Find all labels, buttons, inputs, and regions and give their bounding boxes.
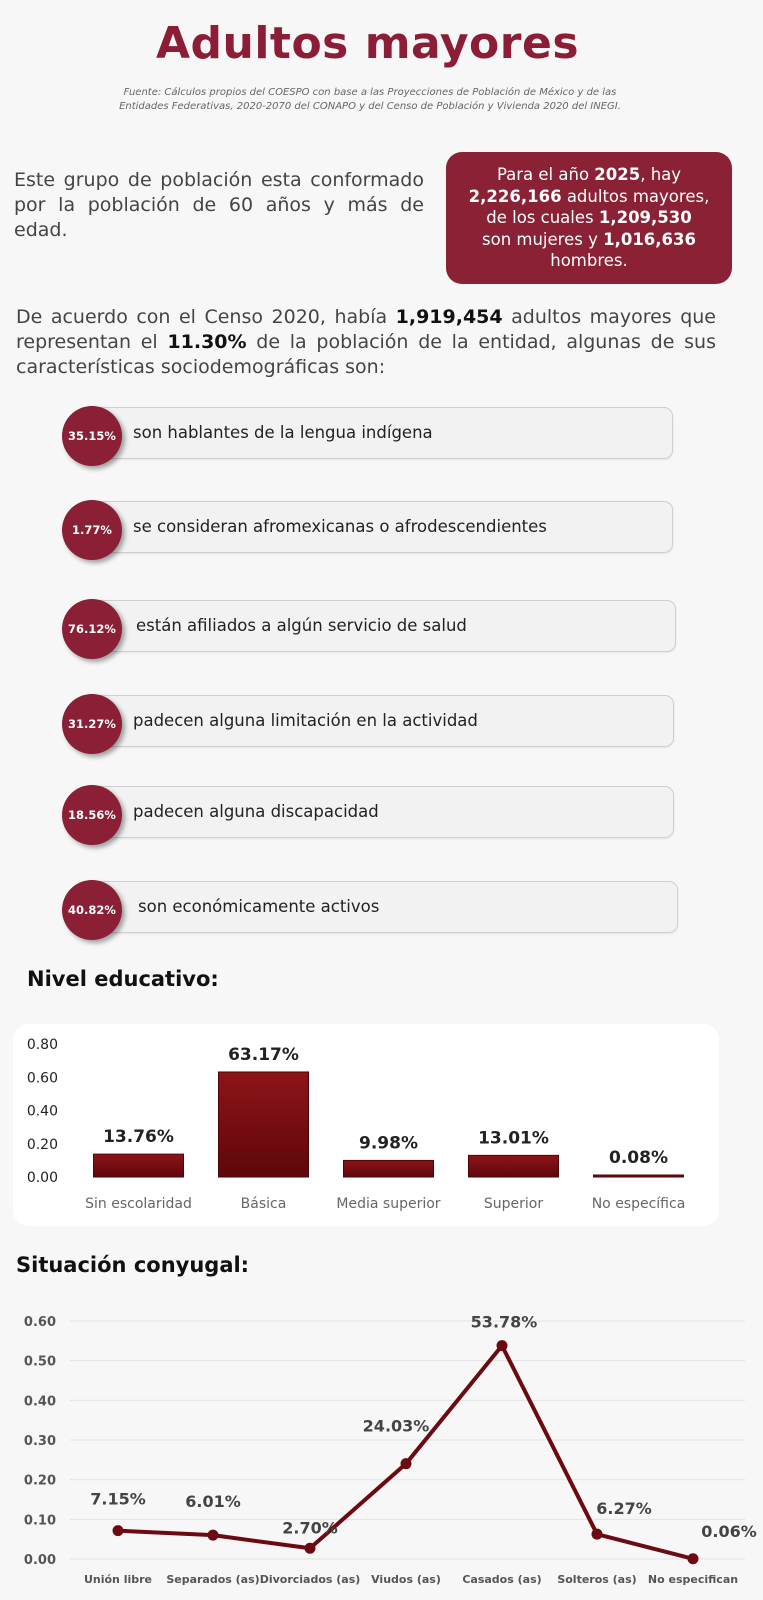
data-point — [592, 1529, 603, 1540]
x-tick-label: Sin escolaridad — [85, 1196, 192, 1212]
bar-data-label: 0.08% — [609, 1148, 668, 1168]
data-point — [688, 1553, 699, 1564]
data-point — [208, 1530, 219, 1541]
point-data-label: 6.27% — [596, 1499, 652, 1519]
callout-text: hombres. — [550, 251, 628, 270]
census-count: 1,919,454 — [395, 306, 503, 328]
stat-badge: 1.77% — [62, 500, 122, 560]
x-tick-label: Básica — [240, 1196, 287, 1212]
callout-text: adultos mayores, — [561, 186, 710, 206]
point-data-label: 6.01% — [185, 1492, 241, 1512]
callout-text: son mujeres y — [482, 229, 604, 249]
y-tick-label: 0.00 — [26, 1170, 58, 1186]
stat-badge: 35.15% — [62, 406, 122, 466]
stat-row-afrodescendant — [72, 501, 673, 553]
y-tick-label: 0.80 — [26, 1037, 58, 1053]
point-data-label: 0.06% — [701, 1521, 757, 1541]
projection-callout — [446, 152, 732, 284]
census-text-part: adultos mayores que representan el — [16, 306, 716, 353]
data-point — [113, 1525, 124, 1536]
data-point — [305, 1543, 316, 1554]
stat-badge: 40.82% — [62, 880, 122, 940]
x-tick-label: Divorciados (as) — [259, 1573, 361, 1586]
point-data-label: 24.03% — [362, 1416, 430, 1436]
point-data-label: 2.70% — [282, 1518, 338, 1538]
stat-badge: 31.27% — [62, 694, 122, 754]
y-tick-label: 0.50 — [23, 1354, 56, 1370]
intro-text: Este grupo de población esta conformado por la población de 60 años y más de edad. — [14, 169, 424, 241]
data-point — [401, 1458, 412, 1469]
callout-text: , hay — [640, 165, 682, 184]
y-tick-label: 0.20 — [23, 1473, 56, 1489]
census-text-part: de la población de la entidad, algunas de sus características sociodemográficas son: — [16, 331, 716, 378]
x-tick-label: Separados (as) — [166, 1573, 260, 1586]
callout-total: 2,226,166 — [468, 186, 562, 206]
stat-badge: 76.12% — [62, 599, 122, 659]
x-tick-label: No especifican — [647, 1573, 739, 1586]
census-text — [16, 305, 716, 380]
y-tick-label: 0.40 — [23, 1394, 56, 1410]
x-tick-label: Unión libre — [83, 1573, 153, 1586]
stat-text: son económicamente activos — [138, 897, 380, 916]
callout-text: de los cuales — [486, 208, 599, 227]
education-chart-card — [13, 1024, 719, 1226]
y-tick-label: 0.20 — [26, 1136, 58, 1153]
callout-text: Para el año — [496, 165, 595, 184]
x-tick-label: Solteros (as) — [557, 1573, 637, 1586]
stat-text: padecen alguna discapacidad — [133, 802, 379, 821]
page-title: Adultos mayores — [155, 18, 580, 69]
stat-row-indigenous-language — [68, 407, 673, 459]
y-tick-label: 0.30 — [23, 1434, 56, 1449]
point-data-label: 53.78% — [470, 1312, 538, 1332]
stat-badge: 18.56% — [62, 785, 122, 845]
x-tick-label: Casados (as) — [462, 1573, 542, 1586]
stat-text: padecen alguna limitación en la actividad — [133, 711, 478, 730]
stat-row-health-service — [68, 600, 676, 652]
source-line-2: Entidades Federativas, 2020-2070 del CONAPO y del Censo de Población y Vivienda 2020 del INEGI. — [119, 101, 621, 112]
point-data-label: 7.15% — [90, 1489, 146, 1509]
stat-text: están afiliados a algún servicio de salud — [136, 616, 467, 635]
x-tick-label: Superior — [483, 1196, 544, 1212]
source-line-1: Fuente: Cálculos propios del COESPO con base a las Proyecciones de Población de México y de las — [123, 87, 617, 98]
x-tick-label: No específica — [591, 1196, 686, 1212]
education-section-title: Nivel educativo: — [27, 967, 219, 991]
bar-data-label: 9.98% — [359, 1133, 418, 1154]
census-text-part: De acuerdo con el Censo 2020, había — [16, 306, 396, 328]
data-point — [497, 1340, 508, 1351]
y-tick-label: 0.40 — [26, 1103, 58, 1120]
stat-text: son hablantes de la lengua indígena — [133, 423, 433, 442]
callout-men: 1,016,636 — [603, 229, 696, 249]
stat-row-economically-active — [68, 881, 678, 933]
bar-data-label: 13.76% — [103, 1127, 174, 1148]
bar-data-label: 13.01% — [478, 1128, 549, 1149]
callout-year: 2025 — [594, 165, 641, 184]
stat-row-activity-limitation — [68, 695, 674, 747]
y-tick-label: 0.60 — [23, 1315, 56, 1330]
x-tick-label: Media superior — [336, 1196, 441, 1212]
conjugal-section-title: Situación conyugal: — [16, 1253, 250, 1277]
stat-text: se consideran afromexicanas o afrodescendientes — [133, 517, 547, 536]
stat-row-disability — [68, 786, 674, 838]
x-tick-label: Viudos (as) — [371, 1573, 441, 1586]
y-tick-label: 0.60 — [26, 1070, 58, 1087]
census-pct: 11.30% — [167, 331, 247, 353]
source-note — [60, 86, 680, 114]
series-line — [118, 1346, 693, 1559]
y-tick-label: 0.00 — [23, 1553, 56, 1568]
y-tick-label: 0.10 — [23, 1513, 56, 1529]
callout-women: 1,209,530 — [598, 208, 692, 227]
bar-data-label: 63.17% — [228, 1044, 299, 1065]
